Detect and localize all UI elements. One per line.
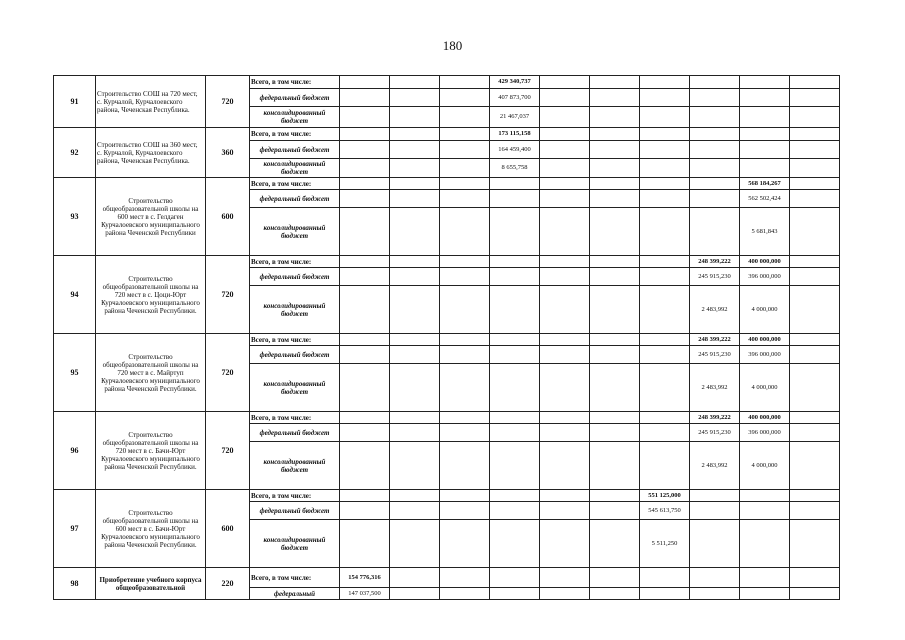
funding-source-label: Всего, в том числе: xyxy=(250,334,340,346)
amount-cell xyxy=(340,76,390,89)
amount-cell: 245 915,230 xyxy=(690,268,740,286)
amount-cell xyxy=(540,178,590,190)
amount-cell xyxy=(390,208,440,256)
amount-cell xyxy=(390,107,440,128)
amount-cell xyxy=(390,490,440,502)
amount-cell: 407 873,700 xyxy=(490,89,540,107)
object-name: Строительство общеобразовательной школы на 720 мест в с. Цоци-Юрт Курчалоевского муниципального района Чеченской Республики. xyxy=(96,256,206,334)
table-row xyxy=(54,412,840,424)
amount-cell xyxy=(590,141,640,159)
amount-cell: 4 000,000 xyxy=(740,286,790,334)
amount-cell xyxy=(340,89,390,107)
amount-cell: 551 125,000 xyxy=(640,490,690,502)
amount-cell xyxy=(540,268,590,286)
table-row xyxy=(54,568,840,588)
object-name: Строительство общеобразовательной школы на 600 мест в с. Бачи-Юрт Курчалоевского муниципального района Чеченской Республики. xyxy=(96,490,206,568)
table-row xyxy=(54,178,840,190)
amount-cell xyxy=(340,107,390,128)
amount-cell xyxy=(790,364,840,412)
amount-cell xyxy=(490,178,540,190)
amount-cell xyxy=(440,364,490,412)
amount-cell: 4 000,000 xyxy=(740,442,790,490)
funding-source-label: федеральный бюджет xyxy=(250,346,340,364)
funding-source-label: Всего, в том числе: xyxy=(250,76,340,89)
amount-cell xyxy=(440,424,490,442)
amount-cell xyxy=(740,128,790,141)
funding-source-label: консолидированный бюджет xyxy=(250,208,340,256)
amount-cell xyxy=(540,346,590,364)
amount-cell: 396 000,000 xyxy=(740,346,790,364)
amount-cell xyxy=(690,89,740,107)
amount-cell xyxy=(390,412,440,424)
amount-cell xyxy=(540,334,590,346)
amount-cell xyxy=(390,190,440,208)
amount-cell xyxy=(440,490,490,502)
page-number: 180 xyxy=(442,38,463,53)
amount-cell xyxy=(490,334,540,346)
amount-cell xyxy=(340,286,390,334)
amount-cell xyxy=(790,89,840,107)
amount-cell xyxy=(540,190,590,208)
amount-cell xyxy=(790,286,840,334)
amount-cell xyxy=(790,490,840,502)
amount-cell xyxy=(690,568,740,588)
amount-cell xyxy=(340,334,390,346)
amount-cell xyxy=(390,76,440,89)
amount-cell: 8 655,758 xyxy=(490,159,540,178)
row-number: 94 xyxy=(54,256,96,334)
amount-cell xyxy=(340,141,390,159)
amount-cell xyxy=(390,128,440,141)
amount-cell xyxy=(540,141,590,159)
amount-cell xyxy=(690,190,740,208)
capacity: 720 xyxy=(206,76,250,128)
amount-cell xyxy=(390,159,440,178)
table-row xyxy=(54,256,840,268)
funding-source-label: Всего, в том числе: xyxy=(250,412,340,424)
amount-cell xyxy=(690,490,740,502)
table-row xyxy=(54,76,840,89)
amount-cell xyxy=(440,76,490,89)
amount-cell xyxy=(590,256,640,268)
amount-cell xyxy=(740,141,790,159)
amount-cell xyxy=(390,424,440,442)
amount-cell xyxy=(440,520,490,568)
amount-cell xyxy=(440,442,490,490)
amount-cell: 245 915,230 xyxy=(690,424,740,442)
amount-cell xyxy=(790,178,840,190)
amount-cell: 2 483,992 xyxy=(690,286,740,334)
amount-cell xyxy=(540,76,590,89)
amount-cell xyxy=(640,128,690,141)
amount-cell xyxy=(540,107,590,128)
amount-cell xyxy=(390,286,440,334)
amount-cell xyxy=(490,502,540,520)
funding-source-label: федеральный бюджет xyxy=(250,141,340,159)
amount-cell xyxy=(740,107,790,128)
funding-source-label: Всего, в том числе: xyxy=(250,178,340,190)
amount-cell: 154 776,316 xyxy=(340,568,390,588)
capacity: 720 xyxy=(206,256,250,334)
amount-cell xyxy=(340,208,390,256)
amount-cell xyxy=(490,520,540,568)
amount-cell xyxy=(390,442,440,490)
amount-cell xyxy=(340,178,390,190)
funding-source-label: консолидированный бюджет xyxy=(250,442,340,490)
amount-cell xyxy=(790,412,840,424)
object-name: Строительство общеобразовательной школы на 600 мест в с. Гелдаген Курчалоевского муниципального района Чеченской Республики xyxy=(96,178,206,256)
amount-cell: 400 000,000 xyxy=(740,412,790,424)
amount-cell xyxy=(590,334,640,346)
funding-source-label: федеральный бюджет xyxy=(250,89,340,107)
amount-cell xyxy=(790,190,840,208)
amount-cell xyxy=(790,502,840,520)
amount-cell: 400 000,000 xyxy=(740,334,790,346)
amount-cell xyxy=(440,588,490,600)
amount-cell: 2 483,992 xyxy=(690,442,740,490)
capacity: 220 xyxy=(206,568,250,600)
amount-cell xyxy=(590,107,640,128)
amount-cell xyxy=(490,190,540,208)
amount-cell xyxy=(740,159,790,178)
amount-cell xyxy=(340,346,390,364)
amount-cell xyxy=(540,208,590,256)
amount-cell xyxy=(590,424,640,442)
amount-cell xyxy=(390,256,440,268)
amount-cell xyxy=(490,256,540,268)
amount-cell xyxy=(790,268,840,286)
funding-source-label: Всего, в том числе: xyxy=(250,128,340,141)
amount-cell xyxy=(340,502,390,520)
amount-cell xyxy=(440,568,490,588)
amount-cell xyxy=(790,159,840,178)
amount-cell xyxy=(790,520,840,568)
amount-cell: 245 915,230 xyxy=(690,346,740,364)
amount-cell xyxy=(440,128,490,141)
funding-source-label: Всего, в том числе: xyxy=(250,256,340,268)
object-name: Строительство СОШ на 720 мест, с. Курчалой, Курчалоевского района, Чеченская Республика. xyxy=(96,76,206,128)
amount-cell xyxy=(640,107,690,128)
amount-cell xyxy=(640,208,690,256)
amount-cell xyxy=(540,442,590,490)
amount-cell xyxy=(490,364,540,412)
table-row xyxy=(54,334,840,346)
amount-cell xyxy=(640,190,690,208)
amount-cell xyxy=(790,208,840,256)
amount-cell: 173 115,158 xyxy=(490,128,540,141)
amount-cell xyxy=(590,76,640,89)
funding-source-label: консолидированный бюджет xyxy=(250,286,340,334)
amount-cell xyxy=(690,520,740,568)
row-number: 98 xyxy=(54,568,96,600)
amount-cell xyxy=(440,286,490,334)
amount-cell xyxy=(640,424,690,442)
funding-source-label: консолидированный бюджет xyxy=(250,364,340,412)
amount-cell xyxy=(790,346,840,364)
amount-cell xyxy=(390,588,440,600)
amount-cell xyxy=(490,568,540,588)
amount-cell xyxy=(590,364,640,412)
amount-cell xyxy=(340,256,390,268)
amount-cell xyxy=(590,159,640,178)
amount-cell: 248 399,222 xyxy=(690,412,740,424)
amount-cell xyxy=(740,568,790,588)
amount-cell xyxy=(590,286,640,334)
amount-cell xyxy=(790,568,840,588)
amount-cell xyxy=(640,141,690,159)
amount-cell xyxy=(540,424,590,442)
capacity: 600 xyxy=(206,178,250,256)
amount-cell xyxy=(540,588,590,600)
row-number: 97 xyxy=(54,490,96,568)
funding-source-label: федеральный бюджет xyxy=(250,424,340,442)
amount-cell xyxy=(690,159,740,178)
amount-cell xyxy=(790,107,840,128)
capacity: 720 xyxy=(206,334,250,412)
amount-cell xyxy=(540,520,590,568)
amount-cell xyxy=(790,334,840,346)
amount-cell xyxy=(640,588,690,600)
funding-source-label: консолидированный бюджет xyxy=(250,159,340,178)
amount-cell xyxy=(740,502,790,520)
amount-cell xyxy=(590,208,640,256)
program-table xyxy=(53,75,840,600)
amount-cell xyxy=(690,141,740,159)
amount-cell: 562 502,424 xyxy=(740,190,790,208)
amount-cell xyxy=(740,89,790,107)
amount-cell xyxy=(490,588,540,600)
amount-cell xyxy=(640,364,690,412)
amount-cell xyxy=(440,89,490,107)
amount-cell xyxy=(540,364,590,412)
funding-source-label: консолидированный бюджет xyxy=(250,107,340,128)
amount-cell xyxy=(390,268,440,286)
amount-cell xyxy=(540,490,590,502)
amount-cell xyxy=(540,159,590,178)
amount-cell xyxy=(690,107,740,128)
amount-cell: 5 681,843 xyxy=(740,208,790,256)
amount-cell: 21 467,037 xyxy=(490,107,540,128)
funding-source-label: федеральный xyxy=(250,588,340,600)
amount-cell xyxy=(390,520,440,568)
amount-cell xyxy=(540,412,590,424)
amount-cell xyxy=(690,128,740,141)
amount-cell xyxy=(490,346,540,364)
amount-cell xyxy=(440,346,490,364)
amount-cell xyxy=(640,268,690,286)
row-number: 96 xyxy=(54,412,96,490)
amount-cell xyxy=(640,256,690,268)
amount-cell xyxy=(590,442,640,490)
object-name: Строительство общеобразовательной школы на 720 мест в с. Бачи-Юрт Курчалоевского муниципального района Чеченской Республики. xyxy=(96,412,206,490)
amount-cell xyxy=(440,178,490,190)
amount-cell: 568 184,267 xyxy=(740,178,790,190)
amount-cell xyxy=(590,412,640,424)
amount-cell xyxy=(740,76,790,89)
funding-source-label: федеральный бюджет xyxy=(250,502,340,520)
amount-cell xyxy=(540,502,590,520)
amount-cell xyxy=(440,141,490,159)
amount-cell xyxy=(390,178,440,190)
amount-cell: 5 511,250 xyxy=(640,520,690,568)
amount-cell xyxy=(690,208,740,256)
table-row xyxy=(54,128,840,141)
capacity: 600 xyxy=(206,490,250,568)
amount-cell: 400 000,000 xyxy=(740,256,790,268)
amount-cell xyxy=(640,89,690,107)
amount-cell xyxy=(590,268,640,286)
amount-cell xyxy=(340,128,390,141)
amount-cell xyxy=(440,190,490,208)
amount-cell: 396 000,000 xyxy=(740,268,790,286)
amount-cell xyxy=(640,334,690,346)
amount-cell: 147 037,500 xyxy=(340,588,390,600)
amount-cell xyxy=(740,490,790,502)
funding-source-label: консолидированный бюджет xyxy=(250,520,340,568)
amount-cell xyxy=(390,568,440,588)
amount-cell xyxy=(440,107,490,128)
amount-cell xyxy=(440,208,490,256)
amount-cell xyxy=(640,346,690,364)
amount-cell xyxy=(640,159,690,178)
table-row xyxy=(54,490,840,502)
amount-cell xyxy=(640,76,690,89)
amount-cell xyxy=(490,286,540,334)
amount-cell xyxy=(340,442,390,490)
amount-cell: 248 399,222 xyxy=(690,334,740,346)
amount-cell xyxy=(790,76,840,89)
amount-cell xyxy=(490,412,540,424)
amount-cell xyxy=(490,268,540,286)
row-number: 93 xyxy=(54,178,96,256)
amount-cell xyxy=(540,568,590,588)
amount-cell: 4 000,000 xyxy=(740,364,790,412)
amount-cell xyxy=(790,442,840,490)
amount-cell xyxy=(390,364,440,412)
amount-cell xyxy=(340,268,390,286)
amount-cell xyxy=(790,424,840,442)
amount-cell xyxy=(790,141,840,159)
amount-cell xyxy=(640,286,690,334)
funding-source-label: Всего, в том числе: xyxy=(250,490,340,502)
amount-cell: 248 399,222 xyxy=(690,256,740,268)
amount-cell: 2 483,992 xyxy=(690,364,740,412)
capacity: 360 xyxy=(206,128,250,178)
row-number: 91 xyxy=(54,76,96,128)
amount-cell: 545 613,750 xyxy=(640,502,690,520)
amount-cell: 429 340,737 xyxy=(490,76,540,89)
amount-cell xyxy=(640,442,690,490)
amount-cell xyxy=(540,128,590,141)
amount-cell xyxy=(340,364,390,412)
funding-source-label: Всего, в том числе: xyxy=(250,568,340,588)
amount-cell xyxy=(690,76,740,89)
amount-cell xyxy=(390,89,440,107)
amount-cell xyxy=(590,190,640,208)
amount-cell xyxy=(790,256,840,268)
amount-cell xyxy=(590,490,640,502)
amount-cell xyxy=(590,128,640,141)
amount-cell xyxy=(340,490,390,502)
amount-cell xyxy=(690,178,740,190)
amount-cell xyxy=(340,424,390,442)
amount-cell xyxy=(790,128,840,141)
amount-cell xyxy=(540,286,590,334)
amount-cell xyxy=(390,141,440,159)
amount-cell xyxy=(390,346,440,364)
object-name: Приобретение учебного корпуса общеобразовательной xyxy=(96,568,206,600)
row-number: 95 xyxy=(54,334,96,412)
amount-cell xyxy=(490,490,540,502)
amount-cell xyxy=(390,334,440,346)
amount-cell: 396 000,000 xyxy=(740,424,790,442)
amount-cell xyxy=(690,588,740,600)
amount-cell xyxy=(540,89,590,107)
object-name: Строительство общеобразовательной школы на 720 мест в с. Майртуп Курчалоевского муниципального района Чеченской Республики. xyxy=(96,334,206,412)
amount-cell xyxy=(440,268,490,286)
funding-source-label: федеральный бюджет xyxy=(250,268,340,286)
amount-cell xyxy=(440,334,490,346)
amount-cell xyxy=(340,520,390,568)
amount-cell xyxy=(690,502,740,520)
amount-cell xyxy=(790,588,840,600)
amount-cell xyxy=(590,178,640,190)
amount-cell xyxy=(590,568,640,588)
amount-cell xyxy=(740,520,790,568)
object-name: Строительство СОШ на 360 мест, с. Курчалой, Курчалоевского района, Чеченская Республика. xyxy=(96,128,206,178)
amount-cell xyxy=(590,502,640,520)
amount-cell xyxy=(340,159,390,178)
capacity: 720 xyxy=(206,412,250,490)
amount-cell xyxy=(340,412,390,424)
amount-cell xyxy=(490,208,540,256)
amount-cell xyxy=(440,412,490,424)
amount-cell xyxy=(440,256,490,268)
amount-cell xyxy=(590,346,640,364)
funding-source-label: федеральный бюджет xyxy=(250,190,340,208)
amount-cell xyxy=(390,502,440,520)
amount-cell xyxy=(440,159,490,178)
amount-cell xyxy=(590,520,640,568)
amount-cell xyxy=(590,89,640,107)
amount-cell xyxy=(590,588,640,600)
amount-cell xyxy=(440,502,490,520)
amount-cell xyxy=(640,412,690,424)
amount-cell xyxy=(640,568,690,588)
amount-cell xyxy=(490,424,540,442)
amount-cell xyxy=(740,588,790,600)
amount-cell xyxy=(340,190,390,208)
amount-cell xyxy=(540,256,590,268)
amount-cell xyxy=(640,178,690,190)
row-number: 92 xyxy=(54,128,96,178)
amount-cell xyxy=(490,442,540,490)
amount-cell: 164 459,400 xyxy=(490,141,540,159)
